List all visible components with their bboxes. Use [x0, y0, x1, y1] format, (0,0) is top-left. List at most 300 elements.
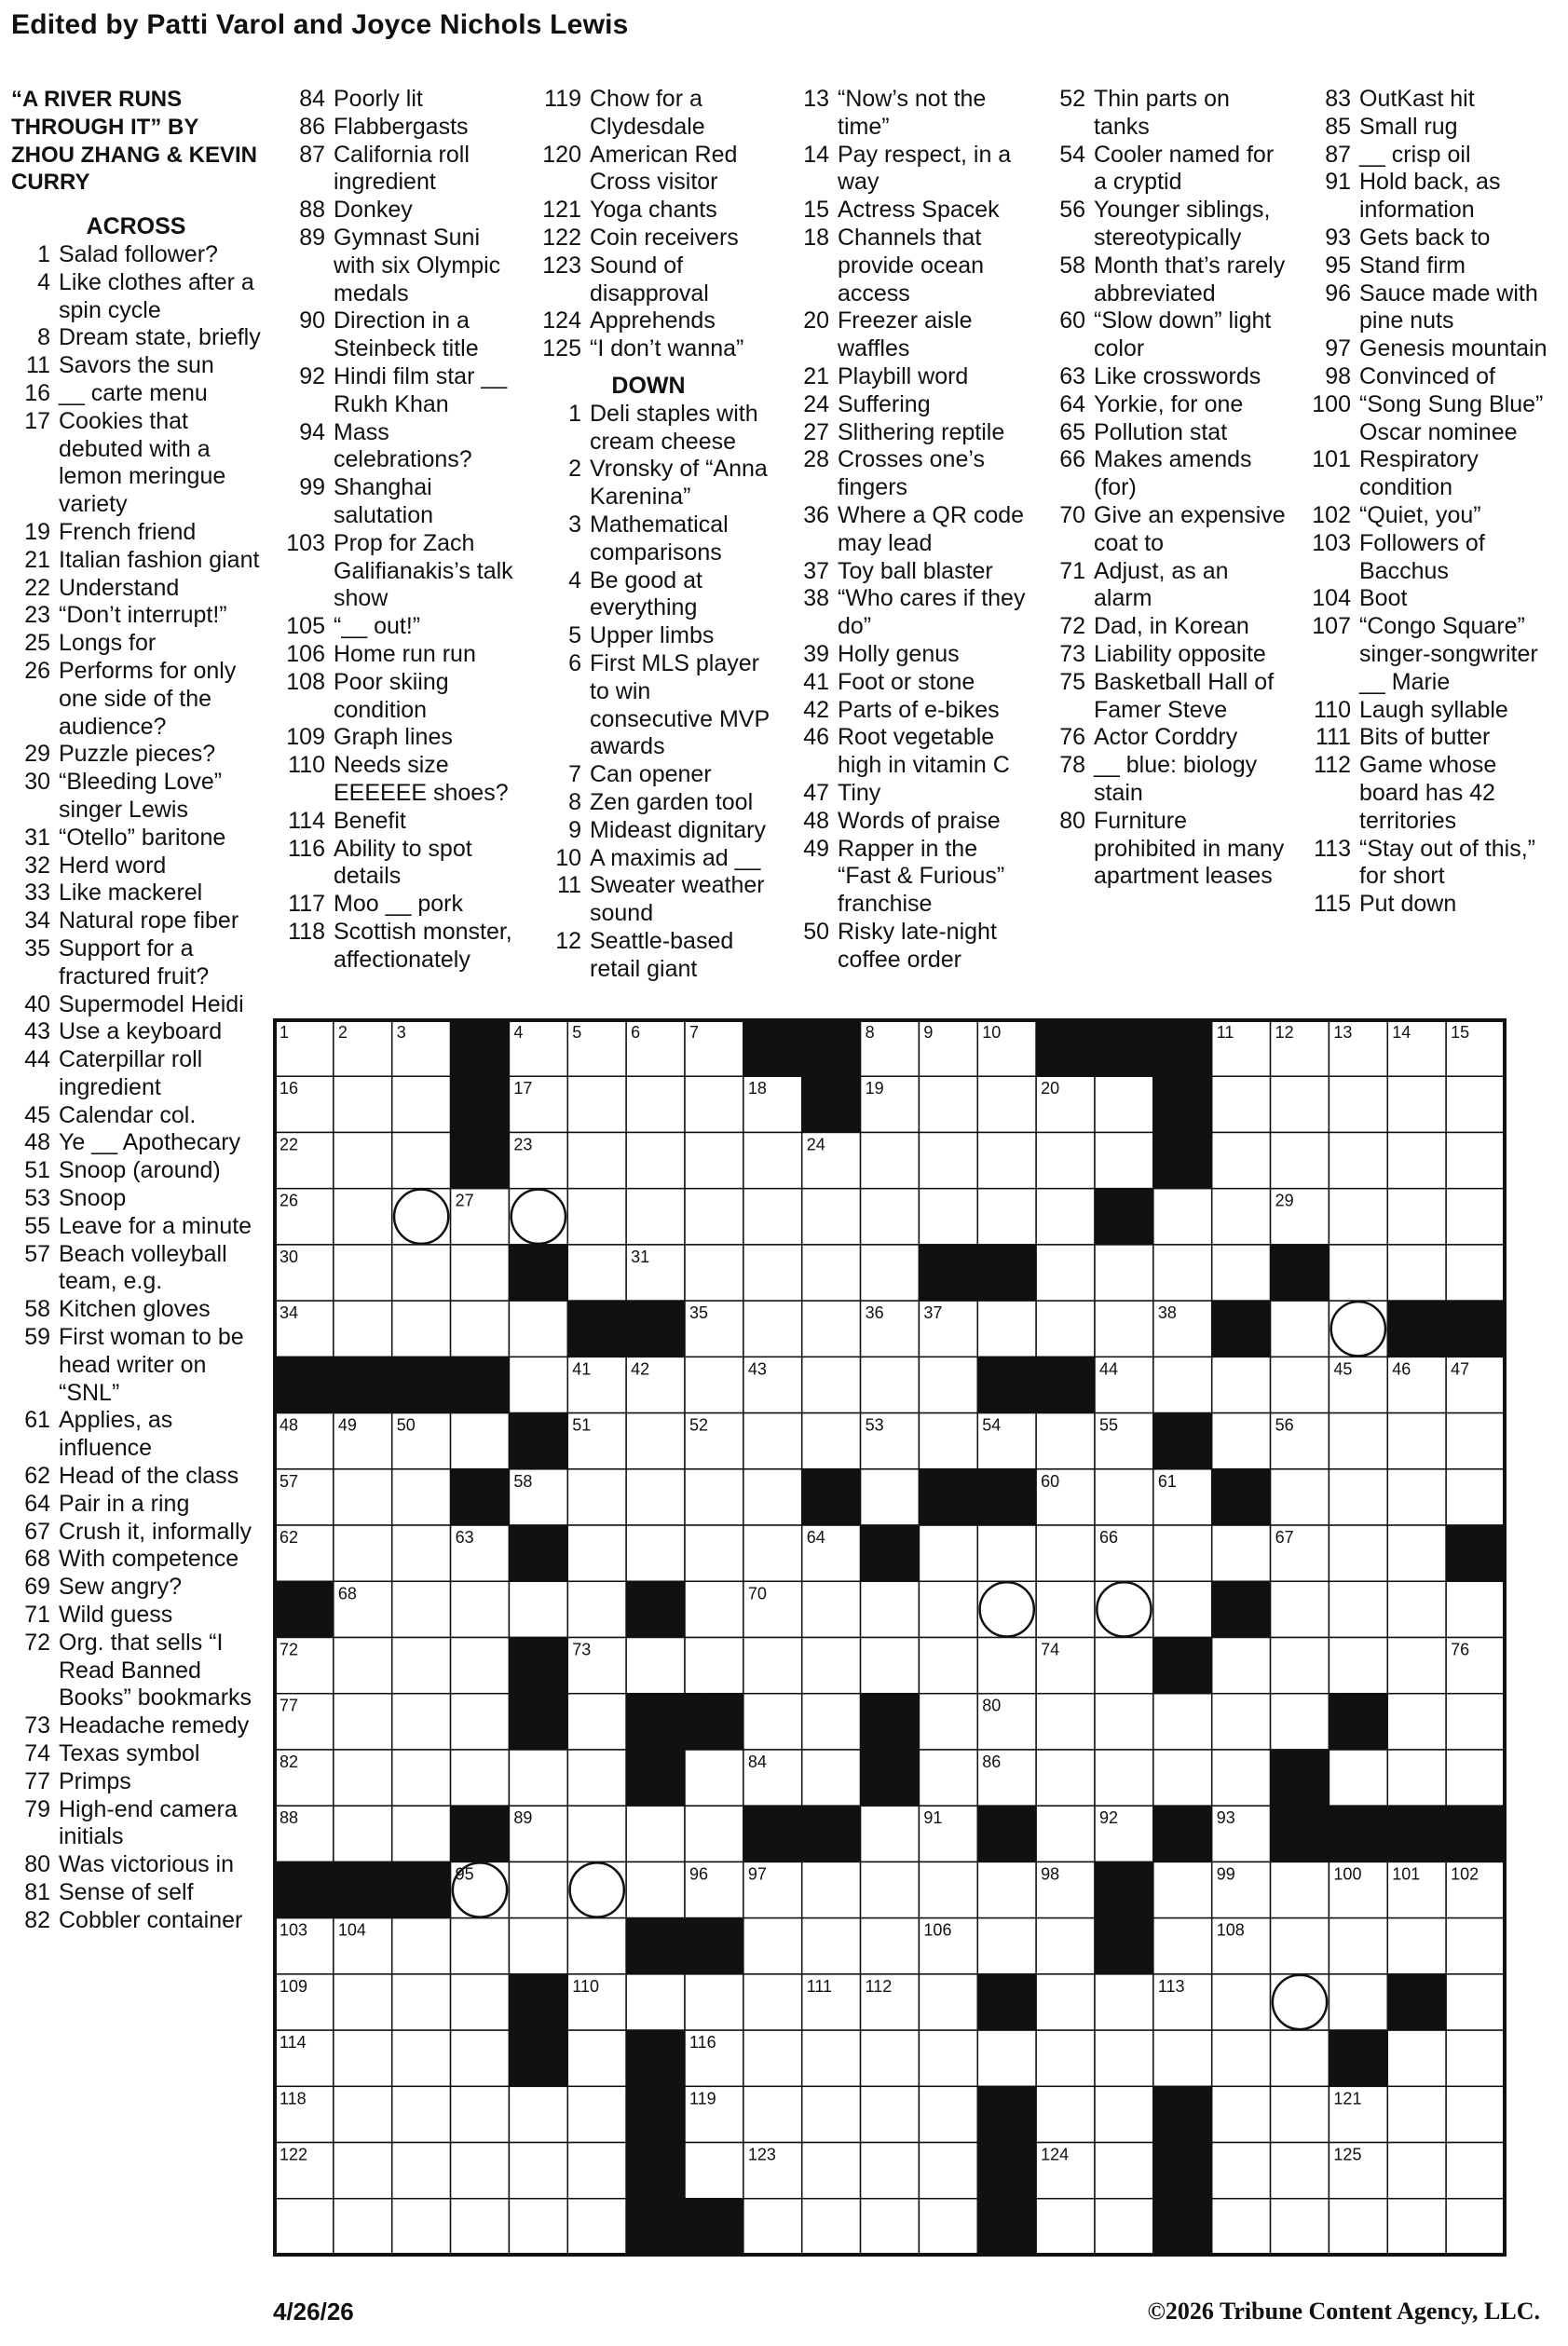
grid-cell[interactable]: [392, 1750, 451, 1806]
grid-cell[interactable]: [451, 1750, 510, 1806]
grid-cell[interactable]: [919, 1413, 977, 1469]
grid-cell[interactable]: [567, 1525, 626, 1581]
grid-cell[interactable]: [1387, 2199, 1446, 2255]
clue-text: Parts of e-bikes: [838, 696, 1000, 723]
grid-cell[interactable]: [1036, 1132, 1095, 1188]
grid-cell[interactable]: [626, 1525, 685, 1581]
grid-cell[interactable]: [1036, 2030, 1095, 2086]
grid-cell[interactable]: [1329, 1750, 1387, 1806]
grid-cell[interactable]: [451, 1301, 510, 1357]
grid-cell[interactable]: [1387, 2086, 1446, 2142]
grid-cell[interactable]: [1212, 2199, 1271, 2255]
clue-number: 51: [24, 1157, 50, 1184]
grid-cell[interactable]: [451, 2143, 510, 2199]
grid-cell[interactable]: [743, 1974, 802, 2030]
grid-cell[interactable]: [1329, 1189, 1387, 1245]
grid-cell[interactable]: [1329, 1525, 1387, 1581]
grid-cell[interactable]: [861, 1638, 920, 1694]
grid-cell[interactable]: [1212, 1974, 1271, 2030]
grid-cell[interactable]: [392, 1469, 451, 1525]
grid-cell[interactable]: [567, 1581, 626, 1637]
grid-cell[interactable]: [1036, 1806, 1095, 1862]
grid-cell[interactable]: [626, 1638, 685, 1694]
cell-number: 91: [923, 1808, 943, 1828]
grid-cell[interactable]: [802, 2143, 861, 2199]
grid-cell[interactable]: [1271, 1694, 1329, 1750]
grid-cell[interactable]: [977, 1189, 1036, 1245]
grid-cell[interactable]: [567, 2143, 626, 2199]
grid-cell[interactable]: [1212, 1076, 1271, 1132]
grid-cell[interactable]: [567, 1469, 626, 1525]
grid-cell[interactable]: [509, 1189, 567, 1245]
grid-cell[interactable]: [626, 1189, 685, 1245]
grid-cell[interactable]: [626, 1076, 685, 1132]
grid-cell[interactable]: [1153, 2030, 1212, 2086]
grid-cell[interactable]: [1036, 2199, 1095, 2255]
grid-cell[interactable]: [802, 2030, 861, 2086]
grid-cell[interactable]: [743, 1245, 802, 1301]
grid-cell[interactable]: [685, 1469, 743, 1525]
grid-cell[interactable]: [1095, 2086, 1153, 2142]
grid-cell[interactable]: [626, 1413, 685, 1469]
grid-cell[interactable]: [685, 1581, 743, 1637]
grid-cell[interactable]: [626, 1806, 685, 1862]
grid-cell[interactable]: [1036, 1750, 1095, 1806]
grid-cell[interactable]: [392, 1132, 451, 1188]
grid-cell[interactable]: [919, 1357, 977, 1412]
grid-cell[interactable]: [334, 1132, 392, 1188]
grid-cell[interactable]: [1387, 1189, 1446, 1245]
grid-cell[interactable]: [1095, 1750, 1153, 1806]
grid-cell[interactable]: [802, 1694, 861, 1750]
grid-cell[interactable]: [1153, 1525, 1212, 1581]
grid-cell[interactable]: [626, 1469, 685, 1525]
grid-cell[interactable]: [743, 1638, 802, 1694]
grid-cell[interactable]: [1271, 1469, 1329, 1525]
grid-cell[interactable]: [685, 1357, 743, 1412]
grid-cell[interactable]: [1095, 1469, 1153, 1525]
grid-cell[interactable]: [334, 2143, 392, 2199]
grid-cell[interactable]: [509, 1581, 567, 1637]
grid-cell[interactable]: [919, 1189, 977, 1245]
grid-cell[interactable]: [861, 1132, 920, 1188]
grid-cell[interactable]: [919, 2143, 977, 2199]
black-square: [275, 1862, 334, 1917]
grid-cell[interactable]: [1329, 1076, 1387, 1132]
grid-cell[interactable]: [567, 2030, 626, 2086]
grid-cell[interactable]: [567, 2199, 626, 2255]
grid-cell[interactable]: [567, 1189, 626, 1245]
grid-cell[interactable]: [685, 1245, 743, 1301]
grid-cell[interactable]: [509, 1357, 567, 1412]
grid-cell[interactable]: [1095, 1638, 1153, 1694]
grid-cell[interactable]: [509, 1862, 567, 1917]
grid-cell[interactable]: [392, 1638, 451, 1694]
grid-cell[interactable]: [1329, 1245, 1387, 1301]
grid-cell[interactable]: [1446, 1413, 1505, 1469]
cell-number: 75: [1157, 1640, 1177, 1659]
across-clue-29: [11, 741, 261, 769]
grid-cell[interactable]: [861, 2086, 920, 2142]
grid-cell[interactable]: [626, 1974, 685, 2030]
grid-cell[interactable]: [977, 1076, 1036, 1132]
grid-cell[interactable]: [334, 1301, 392, 1357]
grid-cell[interactable]: [1271, 1301, 1329, 1357]
grid-cell[interactable]: [1036, 2086, 1095, 2142]
grid-cell[interactable]: [919, 2086, 977, 2142]
grid-cell[interactable]: [509, 1301, 567, 1357]
grid-cell[interactable]: [1387, 1638, 1446, 1694]
grid-cell[interactable]: [1387, 1245, 1446, 1301]
across-clue-94: [266, 419, 517, 475]
grid-cell[interactable]: [1153, 1245, 1212, 1301]
grid-cell[interactable]: [685, 1638, 743, 1694]
grid-cell[interactable]: [1446, 1974, 1505, 2030]
grid-cell[interactable]: [685, 1750, 743, 1806]
grid-cell[interactable]: [919, 1132, 977, 1188]
grid-cell[interactable]: [1095, 1245, 1153, 1301]
grid-cell[interactable]: [334, 1525, 392, 1581]
grid-cell[interactable]: [1036, 1301, 1095, 1357]
grid-cell[interactable]: [977, 1132, 1036, 1188]
grid-cell[interactable]: [1329, 1469, 1387, 1525]
grid-cell[interactable]: [275, 2199, 334, 2255]
grid-cell[interactable]: [1271, 1581, 1329, 1637]
grid-cell[interactable]: [1153, 1918, 1212, 1974]
grid-cell[interactable]: [567, 1750, 626, 1806]
grid-cell[interactable]: [1036, 1974, 1095, 2030]
clue-text: Crosses one’s fingers: [838, 446, 985, 501]
grid-cell[interactable]: [1095, 1076, 1153, 1132]
cell-number: 1: [280, 1023, 290, 1042]
grid-cell[interactable]: [919, 1974, 977, 2030]
grid-cell[interactable]: [919, 1694, 977, 1750]
cell-number: 2: [337, 1023, 348, 1042]
grid-cell[interactable]: [1387, 1750, 1446, 1806]
grid-cell[interactable]: [1271, 1132, 1329, 1188]
grid-cell[interactable]: [1446, 1750, 1505, 1806]
grid-cell[interactable]: [1095, 1581, 1153, 1637]
grid-cell[interactable]: [1387, 1132, 1446, 1188]
grid-cell[interactable]: [509, 1750, 567, 1806]
grid-cell[interactable]: [802, 1581, 861, 1637]
across-clue-87: [266, 142, 517, 198]
down-clue-27: [781, 419, 1032, 447]
grid-cell[interactable]: [1387, 1076, 1446, 1132]
grid-cell[interactable]: [743, 1694, 802, 1750]
grid-cell[interactable]: [977, 1862, 1036, 1917]
grid-cell[interactable]: [1036, 1525, 1095, 1581]
grid-cell[interactable]: [451, 2199, 510, 2255]
grid-cell[interactable]: [509, 1918, 567, 1974]
grid-cell[interactable]: [1387, 1581, 1446, 1637]
grid-cell[interactable]: [1271, 2199, 1329, 2255]
grid-cell[interactable]: [1036, 1245, 1095, 1301]
grid-cell[interactable]: [334, 2199, 392, 2255]
grid-cell[interactable]: [626, 1132, 685, 1188]
grid-cell[interactable]: [1212, 1694, 1271, 1750]
grid-cell[interactable]: [861, 1469, 920, 1525]
grid-cell[interactable]: [1271, 1974, 1329, 2030]
grid-cell[interactable]: [567, 1806, 626, 1862]
grid-cell[interactable]: [1446, 2143, 1505, 2199]
grid-cell[interactable]: [1446, 1132, 1505, 1188]
grid-cell[interactable]: [1446, 2086, 1505, 2142]
grid-cell[interactable]: [392, 2199, 451, 2255]
grid-cell[interactable]: [392, 1189, 451, 1245]
grid-cell[interactable]: [334, 2086, 392, 2142]
grid-cell[interactable]: [1212, 1413, 1271, 1469]
grid-cell[interactable]: [1095, 2143, 1153, 2199]
grid-cell[interactable]: [334, 1189, 392, 1245]
grid-cell[interactable]: [392, 1694, 451, 1750]
grid-cell[interactable]: [334, 1694, 392, 1750]
grid-cell[interactable]: [1095, 1694, 1153, 1750]
grid-cell[interactable]: [451, 1581, 510, 1637]
grid-cell[interactable]: [1271, 1076, 1329, 1132]
grid-cell[interactable]: [1387, 2030, 1446, 2086]
grid-cell[interactable]: [1212, 1525, 1271, 1581]
grid-cell[interactable]: [861, 1245, 920, 1301]
grid-cell[interactable]: [919, 1076, 977, 1132]
grid-cell[interactable]: [1387, 1469, 1446, 1525]
grid-cell[interactable]: [392, 2030, 451, 2086]
grid-cell[interactable]: [802, 1189, 861, 1245]
grid-cell[interactable]: [1271, 1638, 1329, 1694]
grid-cell[interactable]: [743, 1413, 802, 1469]
grid-cell[interactable]: [802, 1357, 861, 1412]
grid-cell[interactable]: [567, 1132, 626, 1188]
grid-cell[interactable]: [743, 1132, 802, 1188]
grid-cell[interactable]: [919, 1525, 977, 1581]
grid-cell[interactable]: [1212, 1638, 1271, 1694]
grid-cell[interactable]: [1212, 2086, 1271, 2142]
grid-cell[interactable]: [567, 1076, 626, 1132]
grid-cell[interactable]: [861, 2143, 920, 2199]
grid-cell[interactable]: [977, 1301, 1036, 1357]
grid-cell[interactable]: [392, 1525, 451, 1581]
grid-cell[interactable]: [743, 1189, 802, 1245]
grid-cell[interactable]: [509, 2199, 567, 2255]
grid-cell[interactable]: [1153, 1750, 1212, 1806]
grid-cell[interactable]: [334, 1245, 392, 1301]
grid-cell[interactable]: [1446, 2030, 1505, 2086]
grid-cell[interactable]: [392, 1974, 451, 2030]
grid-cell[interactable]: [977, 1581, 1036, 1637]
grid-cell[interactable]: [861, 1357, 920, 1412]
black-square: [567, 1301, 626, 1357]
grid-cell[interactable]: [1329, 1974, 1387, 2030]
grid-cell[interactable]: [1153, 1862, 1212, 1917]
grid-cell[interactable]: [451, 1413, 510, 1469]
grid-cell[interactable]: [334, 1469, 392, 1525]
grid-cell[interactable]: [1036, 1189, 1095, 1245]
cell-number: 89: [513, 1808, 533, 1828]
grid-cell[interactable]: [1329, 2199, 1387, 2255]
grid-cell[interactable]: [1212, 1245, 1271, 1301]
grid-cell[interactable]: [1212, 1132, 1271, 1188]
grid-cell[interactable]: [977, 1525, 1036, 1581]
grid-cell[interactable]: [919, 1862, 977, 1917]
grid-cell[interactable]: [1036, 1413, 1095, 1469]
grid-cell[interactable]: [1329, 1638, 1387, 1694]
grid-cell[interactable]: [509, 2143, 567, 2199]
grid-cell[interactable]: [1212, 1189, 1271, 1245]
grid-cell[interactable]: [685, 1525, 743, 1581]
grid-cell[interactable]: [451, 1694, 510, 1750]
grid-cell[interactable]: [802, 2086, 861, 2142]
grid-cell[interactable]: [743, 1525, 802, 1581]
grid-cell[interactable]: [1446, 2199, 1505, 2255]
grid-cell[interactable]: [1153, 1189, 1212, 1245]
grid-cell[interactable]: [1329, 1301, 1387, 1357]
grid-cell[interactable]: [919, 1638, 977, 1694]
clue-text: Gymnast Suni with six Olympic medals: [334, 224, 501, 307]
grid-cell[interactable]: [685, 1189, 743, 1245]
grid-cell[interactable]: [1446, 1189, 1505, 1245]
grid-cell[interactable]: [743, 1469, 802, 1525]
grid-cell[interactable]: [861, 1862, 920, 1917]
grid-cell[interactable]: [451, 1638, 510, 1694]
grid-cell[interactable]: [392, 1301, 451, 1357]
grid-cell[interactable]: [1095, 1974, 1153, 2030]
grid-cell[interactable]: [567, 2086, 626, 2142]
grid-cell[interactable]: [1036, 1694, 1095, 1750]
grid-cell[interactable]: [1271, 1862, 1329, 1917]
grid-cell[interactable]: [392, 1076, 451, 1132]
grid-cell[interactable]: [1095, 2030, 1153, 2086]
grid-cell[interactable]: [685, 1806, 743, 1862]
grid-cell[interactable]: [1212, 1750, 1271, 1806]
grid-cell[interactable]: [451, 1974, 510, 2030]
grid-cell[interactable]: [567, 1694, 626, 1750]
grid-cell[interactable]: [861, 1806, 920, 1862]
grid-cell[interactable]: [861, 1581, 920, 1637]
grid-cell[interactable]: [451, 1245, 510, 1301]
grid-cell[interactable]: [1153, 1581, 1212, 1637]
grid-cell[interactable]: [1271, 2030, 1329, 2086]
grid-cell[interactable]: [451, 2086, 510, 2142]
grid-cell[interactable]: [1387, 1694, 1446, 1750]
grid-cell[interactable]: [685, 1132, 743, 1188]
grid-cell[interactable]: [1271, 1918, 1329, 1974]
grid-cell[interactable]: [334, 1974, 392, 2030]
grid-cell[interactable]: [1329, 1581, 1387, 1637]
grid-cell[interactable]: [743, 2086, 802, 2142]
grid-cell[interactable]: [1271, 2086, 1329, 2142]
clue-number: 111: [1315, 724, 1351, 751]
grid-cell[interactable]: [451, 2030, 510, 2086]
grid-cell[interactable]: [861, 2199, 920, 2255]
grid-cell[interactable]: [1446, 1076, 1505, 1132]
grid-cell[interactable]: [743, 1301, 802, 1357]
grid-cell[interactable]: [334, 2030, 392, 2086]
down-clue-83: [1291, 86, 1561, 114]
grid-cell[interactable]: [1095, 1301, 1153, 1357]
grid-cell[interactable]: [802, 1750, 861, 1806]
grid-cell[interactable]: [392, 1245, 451, 1301]
grid-cell[interactable]: [1329, 1413, 1387, 1469]
grid-cell[interactable]: [802, 1413, 861, 1469]
grid-cell[interactable]: [567, 1918, 626, 1974]
grid-cell[interactable]: [334, 1750, 392, 1806]
grid-cell[interactable]: [977, 2030, 1036, 2086]
grid-cell[interactable]: [1212, 2143, 1271, 2199]
grid-cell[interactable]: [1036, 1918, 1095, 1974]
grid-cell[interactable]: [1212, 2030, 1271, 2086]
grid-cell[interactable]: [977, 1638, 1036, 1694]
grid-cell[interactable]: [685, 2143, 743, 2199]
grid-cell[interactable]: [802, 2199, 861, 2255]
grid-cell[interactable]: [1329, 1918, 1387, 1974]
grid-cell[interactable]: [802, 1638, 861, 1694]
grid-cell[interactable]: [919, 1750, 977, 1806]
grid-cell[interactable]: [626, 1862, 685, 1917]
grid-cell[interactable]: [743, 2030, 802, 2086]
grid-cell[interactable]: [1095, 2199, 1153, 2255]
down-clue-103: [1291, 530, 1561, 586]
grid-cell[interactable]: [1271, 2143, 1329, 2199]
grid-cell[interactable]: [861, 1189, 920, 1245]
grid-cell[interactable]: [1446, 1918, 1505, 1974]
grid-cell[interactable]: [1153, 1357, 1212, 1412]
grid-cell[interactable]: [919, 2030, 977, 2086]
grid-cell[interactable]: [919, 2199, 977, 2255]
grid-cell[interactable]: [802, 1301, 861, 1357]
grid-cell[interactable]: [1387, 2143, 1446, 2199]
grid-cell[interactable]: [392, 1581, 451, 1637]
grid-cell[interactable]: [392, 2143, 451, 2199]
grid-cell[interactable]: [743, 2199, 802, 2255]
grid-cell[interactable]: [567, 1862, 626, 1917]
grid-cell[interactable]: [861, 2030, 920, 2086]
grid-cell[interactable]: [1329, 1132, 1387, 1188]
clue-number: 120: [542, 141, 581, 168]
grid-cell[interactable]: [334, 1076, 392, 1132]
grid-cell[interactable]: [334, 1806, 392, 1862]
grid-cell[interactable]: [743, 1918, 802, 1974]
grid-cell[interactable]: [1387, 1413, 1446, 1469]
grid-cell[interactable]: [802, 1862, 861, 1917]
grid-cell[interactable]: [1446, 1245, 1505, 1301]
grid-cell[interactable]: [1446, 1694, 1505, 1750]
grid-cell[interactable]: [509, 2086, 567, 2142]
grid-cell[interactable]: [1446, 1581, 1505, 1637]
grid-cell[interactable]: [802, 1245, 861, 1301]
grid-cell[interactable]: [861, 1918, 920, 1974]
grid-cell[interactable]: [392, 2086, 451, 2142]
grid-cell[interactable]: [1212, 1357, 1271, 1412]
grid-cell[interactable]: [567, 1245, 626, 1301]
grid-cell[interactable]: [1387, 1525, 1446, 1581]
grid-cell[interactable]: [1036, 1581, 1095, 1637]
grid-cell[interactable]: [392, 1918, 451, 1974]
across-clue-45: [11, 1102, 261, 1130]
grid-cell[interactable]: [451, 1918, 510, 1974]
grid-cell[interactable]: [977, 1918, 1036, 1974]
grid-cell[interactable]: [685, 1974, 743, 2030]
grid-cell[interactable]: [919, 1581, 977, 1637]
grid-cell[interactable]: [1153, 1694, 1212, 1750]
grid-cell[interactable]: [1095, 1132, 1153, 1188]
grid-cell[interactable]: [1446, 1469, 1505, 1525]
grid-cell[interactable]: [685, 1076, 743, 1132]
grid-cell[interactable]: [802, 1918, 861, 1974]
grid-cell[interactable]: [1387, 1918, 1446, 1974]
grid-cell[interactable]: [392, 1806, 451, 1862]
grid-cell[interactable]: [1271, 1357, 1329, 1412]
grid-cell[interactable]: [334, 1638, 392, 1694]
